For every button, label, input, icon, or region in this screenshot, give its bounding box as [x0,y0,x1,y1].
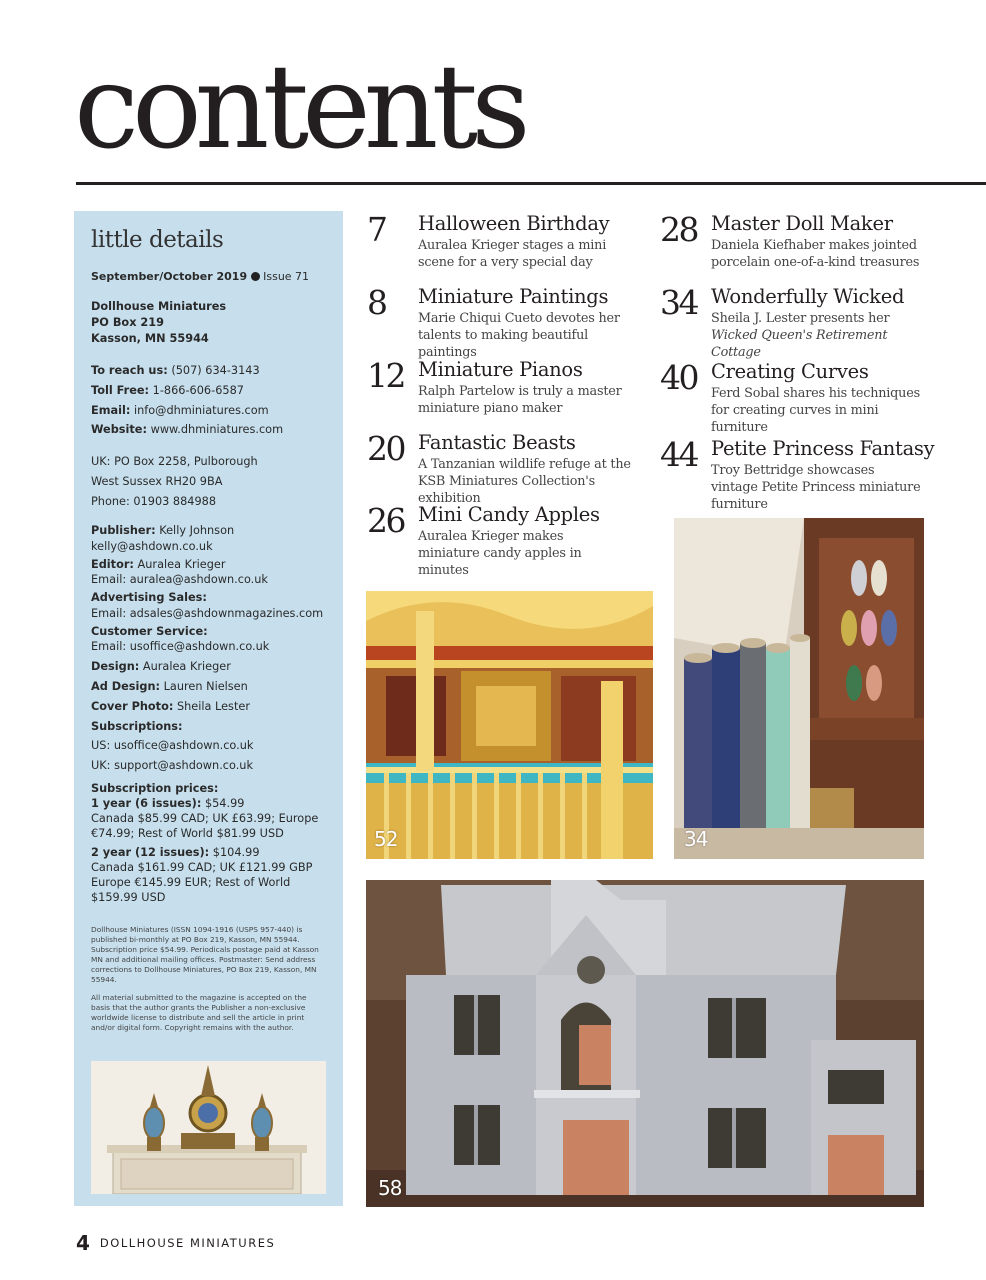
clock-garniture-illustration [91,1061,326,1194]
toc-entry[interactable] [660,358,930,435]
toc-title: Wonderfully Wicked [711,285,905,308]
design-credit [91,657,327,677]
uk-address-line: UK: PO Box 2258, Pulborough [91,455,258,469]
two-year-rest: Canada $161.99 CAD; UK £121.99 GBP Europe €145.99 EUR; Rest of World $159.99 USD [91,861,313,905]
one-year-rest: Canada $85.99 CAD; UK £63.99; Europe €74.99; Rest of World $81.99 USD [91,811,319,840]
two-year-label: 2 year (12 issues): [91,846,210,859]
folio-page-number: 4 [76,1231,90,1255]
toc-title: Halloween Birthday [418,212,610,235]
subscriptions-heading [91,717,327,737]
cover-label: Cover Photo: [91,699,174,713]
uk-address-line: West Sussex RH20 9BA [91,474,223,488]
phone-line [91,361,327,381]
toc-title: Creating Curves [711,360,869,383]
prices-label: Subscription prices: [91,781,219,795]
phone-label: To reach us: [91,363,168,377]
tollfree-value: 1-866-606-6587 [152,383,244,397]
gothic-dollhouse-photo [366,880,924,1207]
toc-description: Auralea Krieger stages a mini scene for a very special day [418,238,607,270]
toc-description: Ferd Sobal shares his techniques for creating curves in mini furniture [711,386,920,435]
cs-label: Customer Service: [91,624,208,638]
toc-title: Master Doll Maker [711,212,893,235]
carousel-illustration [366,591,653,859]
publisher-email[interactable]: kelly@ashdown.co.uk [91,539,213,553]
toc-entry[interactable] [660,212,930,272]
issue-number: Issue 71 [263,270,310,284]
toc-description: Marie Chiqui Cueto devotes her talents to making beautiful paintings [418,311,620,360]
toc-page-number: 20 [367,429,404,468]
toc-description-italic: Wicked Queen's Retirement Cottage [711,328,888,360]
toc-entry[interactable] [367,501,647,578]
tollfree-line [91,381,327,401]
toc-page-number: 8 [367,283,386,322]
issue-line [91,270,327,285]
email-link[interactable]: info@dhminiatures.com [133,403,269,417]
mailing-address [91,299,327,347]
carousel-photo [366,591,653,859]
folio-magazine-name: DOLLHOUSE MINIATURES [99,1236,276,1250]
toc-page-number: 34 [660,283,697,322]
subscriptions-label: Subscriptions: [91,719,183,733]
two-year-prices [91,845,327,905]
tollfree-label: Toll Free: [91,383,150,397]
gothic-dollhouse-illustration [366,880,924,1207]
uk-phone-line: Phone: 01903 884988 [91,494,217,508]
toc-description: Troy Bettridge showcases vintage Petite Princess miniature furniture [711,463,921,512]
sidebar-little-details [74,211,343,1206]
toc-entry[interactable] [367,283,647,360]
subscriptions-us[interactable]: US: usoffice@ashdown.co.uk [91,739,254,753]
phone-value: (507) 634-3143 [171,363,260,377]
address-line: Kasson, MN 55944 [91,331,209,345]
toc-page-number: 7 [367,210,386,249]
toc-title: Miniature Pianos [418,358,583,381]
two-year-price: $104.99 [212,846,260,859]
title-rule [76,182,986,185]
design-name: Auralea Krieger [142,660,231,674]
one-year-price: $54.99 [204,796,245,810]
toc-title: Petite Princess Fantasy [711,437,935,460]
issue-date: September/October 2019 [91,270,248,284]
addesign-credit [91,677,327,697]
toc-entry[interactable] [660,435,935,512]
editor-label: Editor: [91,557,134,571]
cs-email[interactable]: Email: usoffice@ashdown.co.uk [91,640,270,654]
prices-heading [91,781,327,841]
publisher-label: Publisher: [91,524,156,538]
addesign-name: Lauren Nielsen [163,680,248,694]
toc-description-text: Sheila J. Lester presents her [711,311,890,326]
copyright-statement: All material submitted to the magazine is accepted on the basis that the author grants the Publisher a non-exclusive worldwide license to distribute and sell the article in print and/or digital form. Copyright remains with the author. [91,992,307,1032]
toc-page-number: 26 [367,501,404,540]
ads-label: Advertising Sales: [91,591,207,605]
toc-title: Miniature Paintings [418,285,609,308]
ads-credit [91,590,327,621]
fabric-bolts-photo [674,518,924,859]
address-line: PO Box 219 [91,315,164,329]
toc-description: Auralea Krieger makes miniature candy apples in minutes [418,529,582,578]
editor-name: Auralea Krieger [137,557,226,571]
cover-credit [91,697,327,717]
email-line [91,401,327,421]
publication-statement: Dollhouse Miniatures (ISSN 1094-1916 (USPS 957-440) is published bi-monthly at PO Box 219, Kasson, MN 55944. Subscription price $54.99. Periodicals postage paid at Kasson MN and additional mailing offices. Postmaster: Send address corrections to Dollhouse Miniatures, PO Box 219, Kasson, MN 55944. [91,925,319,984]
page-footer [76,1231,275,1255]
website-line [91,420,327,440]
toc-entry[interactable] [367,429,647,506]
website-label: Website: [91,423,147,437]
subscriptions-uk[interactable]: UK: support@ashdown.co.uk [91,759,254,773]
toc-entry[interactable] [660,283,930,360]
addesign-label: Ad Design: [91,680,161,694]
cover-name: Sheila Lester [176,699,250,713]
toc-entry[interactable] [367,212,647,272]
toc-description: A Tanzanian wildlife refuge at the KSB Miniatures Collection's exhibition [418,457,631,506]
editor-credit [91,557,327,588]
toc-title: Mini Candy Apples [418,503,600,526]
photo-caption: 34 [684,827,708,851]
photo-caption: 58 [378,1176,402,1200]
clock-garniture-photo [91,1061,326,1194]
ads-email[interactable]: Email: adsales@ashdownmagazines.com [91,606,324,620]
photo-caption: 52 [374,827,398,851]
toc-title: Fantastic Beasts [418,431,576,454]
fabric-bolts-illustration [674,518,924,859]
bullet-icon [251,272,260,281]
toc-entry[interactable] [367,358,647,418]
toc-page-number: 40 [660,358,697,397]
address-line: Dollhouse Miniatures [91,299,227,313]
one-year-label: 1 year (6 issues): [91,796,202,810]
email-label: Email: [91,403,131,417]
toc-description: Ralph Partelow is truly a master miniature piano maker [418,384,622,416]
toc-page-number: 44 [660,435,697,474]
page-title: contents [74,40,524,175]
publisher-name: Kelly Johnson [159,524,235,538]
cs-credit [91,624,327,655]
design-label: Design: [91,660,140,674]
toc-page-number: 12 [367,356,404,395]
toc-description: Daniela Kiefhaber makes jointed porcelain one-of-a-kind treasures [711,238,920,270]
editor-email[interactable]: Email: auralea@ashdown.co.uk [91,573,268,587]
toc-page-number: 28 [660,210,697,249]
toc-description [711,310,929,361]
publisher-credit [91,523,327,554]
website-link[interactable]: www.dhminiatures.com [150,423,284,437]
sidebar-heading: little details [91,227,224,253]
